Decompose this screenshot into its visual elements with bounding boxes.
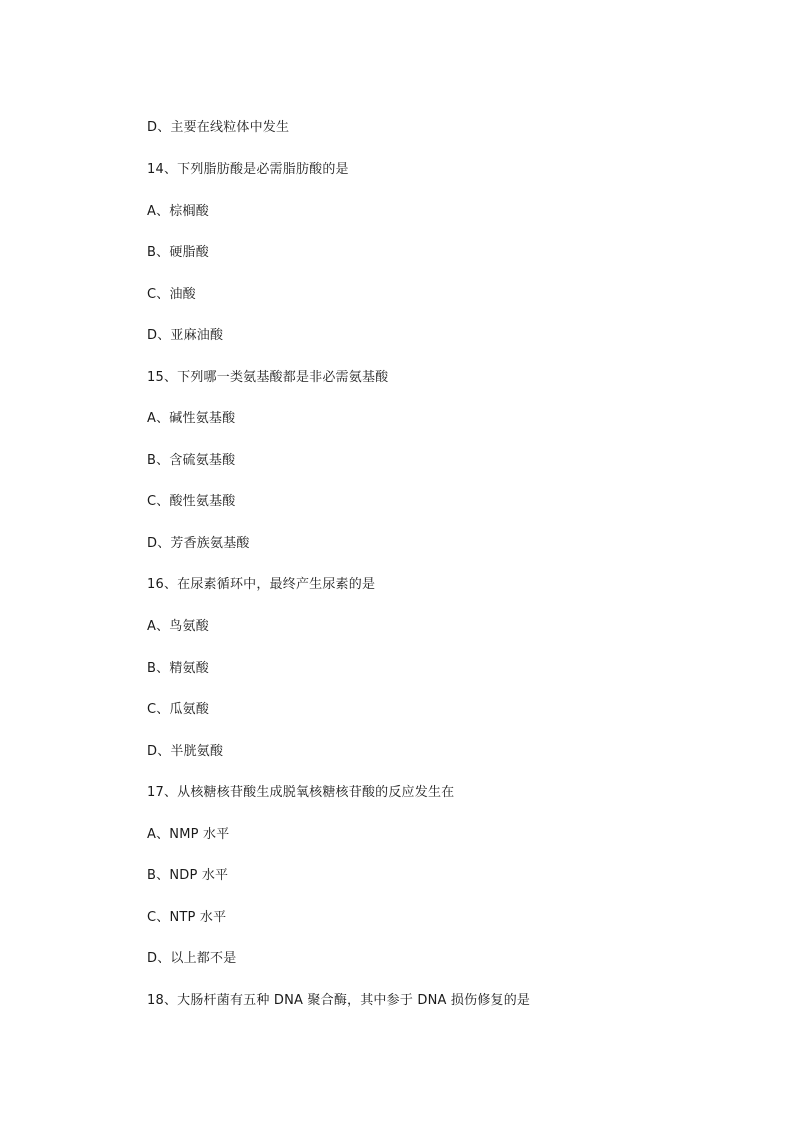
option-14-a: A、棕榈酸 (147, 204, 209, 219)
question-14: 14、下列脂肪酸是必需脂肪酸的是 (147, 162, 349, 177)
option-16-b: B、精氨酸 (147, 661, 209, 676)
option-17-a: A、NMP 水平 (147, 827, 230, 842)
question-15: 15、下列哪一类氨基酸都是非必需氨基酸 (147, 370, 389, 385)
question-18: 18、大肠杆菌有五种 DNA 聚合酶，其中参于 DNA 损伤修复的是 (147, 993, 531, 1008)
option-14-b: B、硬脂酸 (147, 245, 209, 260)
option-17-c: C、NTP 水平 (147, 910, 227, 925)
option-15-a: A、碱性氨基酸 (147, 411, 236, 426)
option-15-d: D、芳香族氨基酸 (147, 536, 250, 551)
option-16-d: D、半胱氨酸 (147, 744, 224, 759)
question-16: 16、在尿素循环中，最终产生尿素的是 (147, 577, 376, 592)
option-15-b: B、含硫氨基酸 (147, 453, 236, 468)
option-15-c: C、酸性氨基酸 (147, 494, 236, 509)
option-13-d: D、主要在线粒体中发生 (147, 120, 290, 135)
option-16-a: A、鸟氨酸 (147, 619, 209, 634)
option-16-c: C、瓜氨酸 (147, 702, 210, 717)
option-17-b: B、NDP 水平 (147, 868, 229, 883)
option-17-d: D、以上都不是 (147, 951, 237, 966)
option-14-c: C、油酸 (147, 287, 196, 302)
question-17: 17、从核糖核苷酸生成脱氧核糖核苷酸的反应发生在 (147, 785, 455, 800)
option-14-d: D、亚麻油酸 (147, 328, 224, 343)
